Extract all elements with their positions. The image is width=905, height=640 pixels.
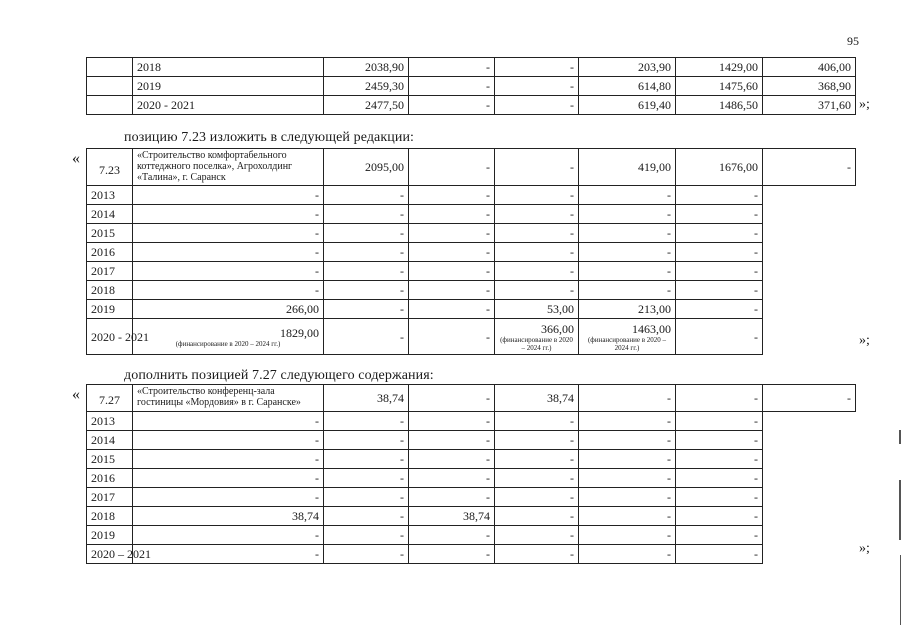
financing-note: (финансирование в 2020 – 2024 гг.): [175, 339, 281, 348]
table-row: [87, 469, 856, 488]
table-row: [87, 526, 856, 545]
table-row: [87, 77, 856, 96]
cell-c5: -: [579, 545, 676, 564]
cell-c4: -: [495, 224, 579, 243]
cell-c5: -: [579, 469, 676, 488]
closing-quote-top: »;: [859, 97, 870, 112]
closing-quote-7-23: »;: [859, 333, 870, 348]
table-row: [87, 281, 856, 300]
cell-c2: -: [409, 96, 495, 115]
cell-c4: -: [495, 431, 579, 450]
cell-c2: -: [324, 431, 409, 450]
year-cell: 2018: [87, 507, 133, 526]
cell-c6: 368,90: [763, 77, 856, 96]
cell-c1: -: [133, 281, 324, 300]
cell-c5: 1486,50: [676, 96, 763, 115]
cell-c6: -: [676, 526, 763, 545]
position-number: [87, 58, 133, 77]
cell-c2: -: [324, 281, 409, 300]
table-7-27: [86, 384, 856, 564]
cell-c3: 38,74: [409, 507, 495, 526]
cell-c5: -: [579, 243, 676, 262]
cell-c1: -: [133, 224, 324, 243]
cell-c5: -: [579, 450, 676, 469]
table-row: [87, 300, 856, 319]
cell-c3: -: [409, 526, 495, 545]
table-row: [87, 186, 856, 205]
project-name: «Строительство конференц-зала гостиницы «Мордовия» в г. Саранске»: [133, 385, 324, 412]
year-cell: 2014: [87, 431, 133, 450]
cell-c2: -: [324, 488, 409, 507]
cell-c1: -: [133, 526, 324, 545]
cell-c5: -: [579, 186, 676, 205]
cell-c4: 419,00: [579, 149, 676, 186]
cell-c1: -: [133, 205, 324, 224]
cell-c5: -: [579, 281, 676, 300]
cell-c3: -: [409, 319, 495, 355]
cell-c5: [579, 319, 676, 355]
cell-c6: -: [676, 281, 763, 300]
cell-c6: -: [763, 385, 856, 412]
cell-c3: -: [495, 77, 579, 96]
cell-c6: -: [676, 545, 763, 564]
cell-c1: [133, 319, 324, 355]
table-row: [87, 243, 856, 262]
cell-c1: 38,74: [133, 507, 324, 526]
cell-c2: -: [324, 243, 409, 262]
year-cell: 2017: [87, 262, 133, 281]
cell-c3: -: [409, 469, 495, 488]
cell-c6: -: [676, 186, 763, 205]
cell-c2: -: [324, 224, 409, 243]
year-cell: 2017: [87, 488, 133, 507]
cell-c3: -: [409, 545, 495, 564]
closing-quote-7-27: »;: [859, 541, 870, 556]
scan-edge-mark: [900, 555, 901, 625]
table-row: [87, 412, 856, 431]
cell-c4: -: [495, 469, 579, 488]
cell-c6: -: [676, 488, 763, 507]
page-number: 95: [847, 34, 859, 48]
cell-c3: -: [495, 58, 579, 77]
cell-c1: 2038,90: [324, 58, 409, 77]
cell-c6: -: [676, 431, 763, 450]
cell-c3: -: [495, 96, 579, 115]
cell-c1: -: [133, 186, 324, 205]
cell-c6: -: [676, 300, 763, 319]
cell-c5: -: [579, 507, 676, 526]
year-cell: 2019: [87, 526, 133, 545]
year-cell: 2020 - 2021: [87, 319, 133, 355]
table-row: [87, 488, 856, 507]
value: 1463,00: [632, 321, 671, 336]
cell-c1: -: [133, 450, 324, 469]
cell-c1: -: [133, 412, 324, 431]
cell-c4: 203,90: [579, 58, 676, 77]
cell-c1: -: [133, 469, 324, 488]
cell-c4: -: [579, 385, 676, 412]
year-cell: 2015: [87, 224, 133, 243]
cell-c1: -: [133, 488, 324, 507]
cell-c5: -: [579, 526, 676, 545]
table-row: [87, 507, 856, 526]
cell-c5: -: [579, 224, 676, 243]
year-cell: 2013: [87, 186, 133, 205]
cell-c3: -: [409, 450, 495, 469]
cell-c5: 1475,60: [676, 77, 763, 96]
year-cell: 2020 - 2021: [133, 96, 324, 115]
value: 366,00: [541, 321, 574, 336]
cell-c1: -: [133, 243, 324, 262]
cell-c1: 2477,50: [324, 96, 409, 115]
cell-c1: -: [133, 545, 324, 564]
cell-c3: -: [409, 300, 495, 319]
cell-c1: -: [133, 262, 324, 281]
cell-c3: -: [409, 488, 495, 507]
cell-c4: 53,00: [495, 300, 579, 319]
cell-c3: -: [409, 186, 495, 205]
cell-c3: -: [409, 431, 495, 450]
cell-c4: -: [495, 507, 579, 526]
cell-c4: 619,40: [579, 96, 676, 115]
opening-quote-7-27: «: [72, 386, 80, 403]
cell-c2: -: [409, 58, 495, 77]
cell-c2: -: [324, 507, 409, 526]
year-cell: 2020 – 2021: [87, 545, 133, 564]
year-cell: 2019: [87, 300, 133, 319]
scan-edge-mark: [899, 480, 901, 540]
scan-edge-mark: [899, 430, 901, 444]
cell-c4: -: [495, 262, 579, 281]
table-continuation: [86, 57, 856, 115]
table-row: [87, 224, 856, 243]
cell-c1: 2459,30: [324, 77, 409, 96]
table-row: [87, 205, 856, 224]
cell-c1: 2095,00: [324, 149, 409, 186]
cell-c5: -: [579, 412, 676, 431]
cell-c2: -: [324, 319, 409, 355]
cell-c2: -: [409, 149, 495, 186]
cell-c6: -: [676, 243, 763, 262]
cell-c2: -: [324, 450, 409, 469]
year-cell: 2013: [87, 412, 133, 431]
year-cell: 2018: [133, 58, 324, 77]
position-number: [87, 77, 133, 96]
cell-c6: -: [763, 149, 856, 186]
cell-c6: 406,00: [763, 58, 856, 77]
cell-c3: -: [409, 224, 495, 243]
cell-c4: -: [495, 412, 579, 431]
cell-c6: -: [676, 224, 763, 243]
cell-c2: -: [409, 385, 495, 412]
caption-7-23: позицию 7.23 изложить в следующей редакции:: [124, 130, 415, 145]
table-7-23: [86, 148, 856, 355]
table-row: [87, 545, 856, 564]
cell-c2: -: [409, 77, 495, 96]
position-number: [87, 96, 133, 115]
cell-c5: 1429,00: [676, 58, 763, 77]
cell-c5: -: [579, 205, 676, 224]
value: 1829,00: [280, 325, 319, 340]
cell-c2: -: [324, 300, 409, 319]
cell-c4: -: [495, 488, 579, 507]
cell-c6: -: [676, 412, 763, 431]
year-cell: 2016: [87, 243, 133, 262]
cell-c4: 614,80: [579, 77, 676, 96]
cell-c4: -: [495, 450, 579, 469]
caption-7-27: дополнить позицией 7.27 следующего содержания:: [124, 368, 434, 383]
cell-c2: -: [324, 469, 409, 488]
financing-note: (финансирование в 2020 – 2024 гг.): [500, 335, 573, 352]
opening-quote-7-23: «: [72, 150, 80, 167]
cell-c4: -: [495, 186, 579, 205]
financing-note: (финансирование в 2020 – 2024 гг.): [587, 335, 667, 352]
year-cell: 2018: [87, 281, 133, 300]
cell-c6: -: [676, 262, 763, 281]
cell-c2: -: [324, 205, 409, 224]
year-cell: 2015: [87, 450, 133, 469]
year-cell: 2016: [87, 469, 133, 488]
table-row: [87, 262, 856, 281]
project-name: «Строительство комфортабельного коттеджного поселка», Агрохолдинг «Талина», г. Саранск: [133, 149, 324, 186]
position-number: 7.27: [87, 385, 133, 412]
cell-c3: -: [409, 412, 495, 431]
cell-c3: -: [409, 281, 495, 300]
cell-c2: -: [324, 412, 409, 431]
cell-c2: -: [324, 545, 409, 564]
cell-c2: -: [324, 526, 409, 545]
cell-c4: -: [495, 243, 579, 262]
cell-c3: -: [409, 243, 495, 262]
cell-c1: -: [133, 431, 324, 450]
year-cell: 2019: [133, 77, 324, 96]
year-cell: 2014: [87, 205, 133, 224]
cell-c4: -: [495, 205, 579, 224]
cell-c6: -: [676, 450, 763, 469]
cell-c6: -: [676, 507, 763, 526]
table-row: [87, 96, 856, 115]
table-row: [87, 450, 856, 469]
cell-c3: -: [495, 149, 579, 186]
cell-c5: -: [579, 488, 676, 507]
table-row: [87, 58, 856, 77]
cell-c5: -: [676, 385, 763, 412]
cell-c4: -: [495, 281, 579, 300]
cell-c5: -: [579, 431, 676, 450]
cell-c2: -: [324, 262, 409, 281]
cell-c2: -: [324, 186, 409, 205]
cell-c4: -: [495, 526, 579, 545]
cell-c6: 371,60: [763, 96, 856, 115]
cell-c4: [495, 319, 579, 355]
cell-c6: -: [676, 469, 763, 488]
cell-c1: 266,00: [133, 300, 324, 319]
cell-c3: 38,74: [495, 385, 579, 412]
cell-c5: 1676,00: [676, 149, 763, 186]
table-row: [87, 431, 856, 450]
cell-c4: -: [495, 545, 579, 564]
table-row: [87, 319, 856, 355]
cell-c3: -: [409, 205, 495, 224]
cell-c6: -: [676, 205, 763, 224]
cell-c5: -: [579, 262, 676, 281]
cell-c3: -: [409, 262, 495, 281]
position-number: 7.23: [87, 149, 133, 186]
cell-c5: 213,00: [579, 300, 676, 319]
cell-c6: -: [676, 319, 763, 355]
cell-c1: 38,74: [324, 385, 409, 412]
